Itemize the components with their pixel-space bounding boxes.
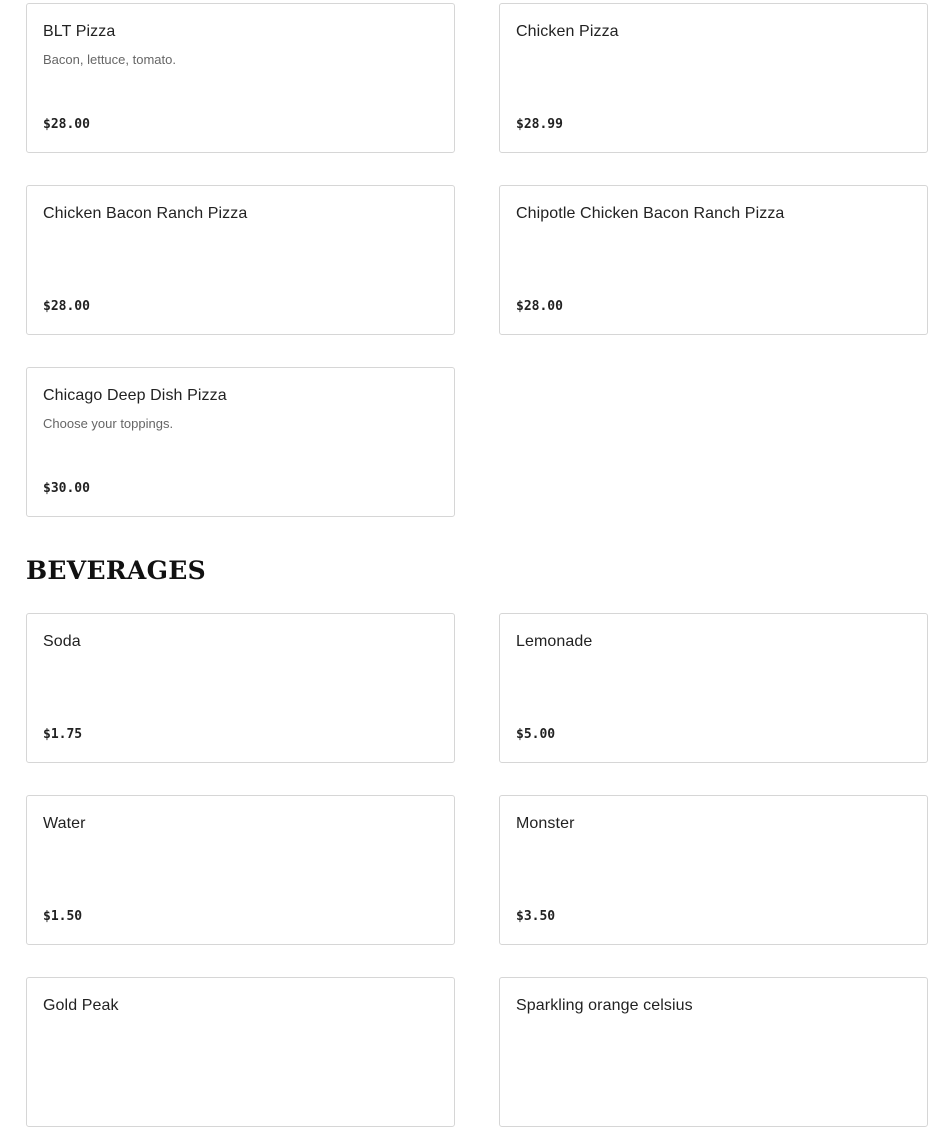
- menu-item-price: $28.99: [516, 117, 563, 132]
- menu-item-card[interactable]: [499, 3, 928, 153]
- menu-item-price: $1.75: [43, 727, 83, 742]
- menu-item-price: $30.00: [43, 481, 90, 496]
- menu-item-name: Chicken Pizza: [516, 23, 619, 40]
- menu-item-description: Bacon, lettuce, tomato.: [43, 52, 176, 67]
- menu-item-name: Chicago Deep Dish Pizza: [43, 387, 227, 404]
- menu-item-card[interactable]: [26, 185, 455, 335]
- menu-item-name: Monster: [516, 815, 575, 832]
- menu-item-price: $1.50: [43, 909, 83, 924]
- menu-item-price: $28.00: [43, 299, 90, 314]
- menu-item-card[interactable]: [26, 3, 455, 153]
- menu-item-card[interactable]: [26, 977, 455, 1127]
- menu-item-price: $28.00: [43, 117, 90, 132]
- menu-item-name: Sparkling orange celsius: [516, 997, 693, 1014]
- section-title-beverages: BEVERAGES: [26, 556, 206, 585]
- menu-item-price: $28.00: [516, 299, 563, 314]
- beverage-item-grid: [26, 613, 928, 1127]
- menu-item-price: $3.50: [516, 909, 556, 924]
- menu-item-name: Water: [43, 815, 86, 832]
- menu-item-card[interactable]: [499, 795, 928, 945]
- menu-item-name: Soda: [43, 633, 81, 650]
- menu-item-price: $5.00: [516, 727, 556, 742]
- menu-item-name: Chipotle Chicken Bacon Ranch Pizza: [516, 205, 785, 222]
- menu-item-card[interactable]: [26, 613, 455, 763]
- menu-item-card[interactable]: [499, 185, 928, 335]
- menu-item-name: Gold Peak: [43, 997, 119, 1014]
- menu-item-card[interactable]: [26, 367, 455, 517]
- pizza-item-grid: [26, 3, 928, 517]
- menu-item-description: Choose your toppings.: [43, 416, 174, 431]
- menu-item-name: Lemonade: [516, 633, 593, 650]
- menu-item-name: BLT Pizza: [43, 23, 116, 40]
- menu-item-card[interactable]: [26, 795, 455, 945]
- menu-item-card[interactable]: [499, 613, 928, 763]
- menu-item-card[interactable]: [499, 977, 928, 1127]
- menu-item-name: Chicken Bacon Ranch Pizza: [43, 205, 248, 222]
